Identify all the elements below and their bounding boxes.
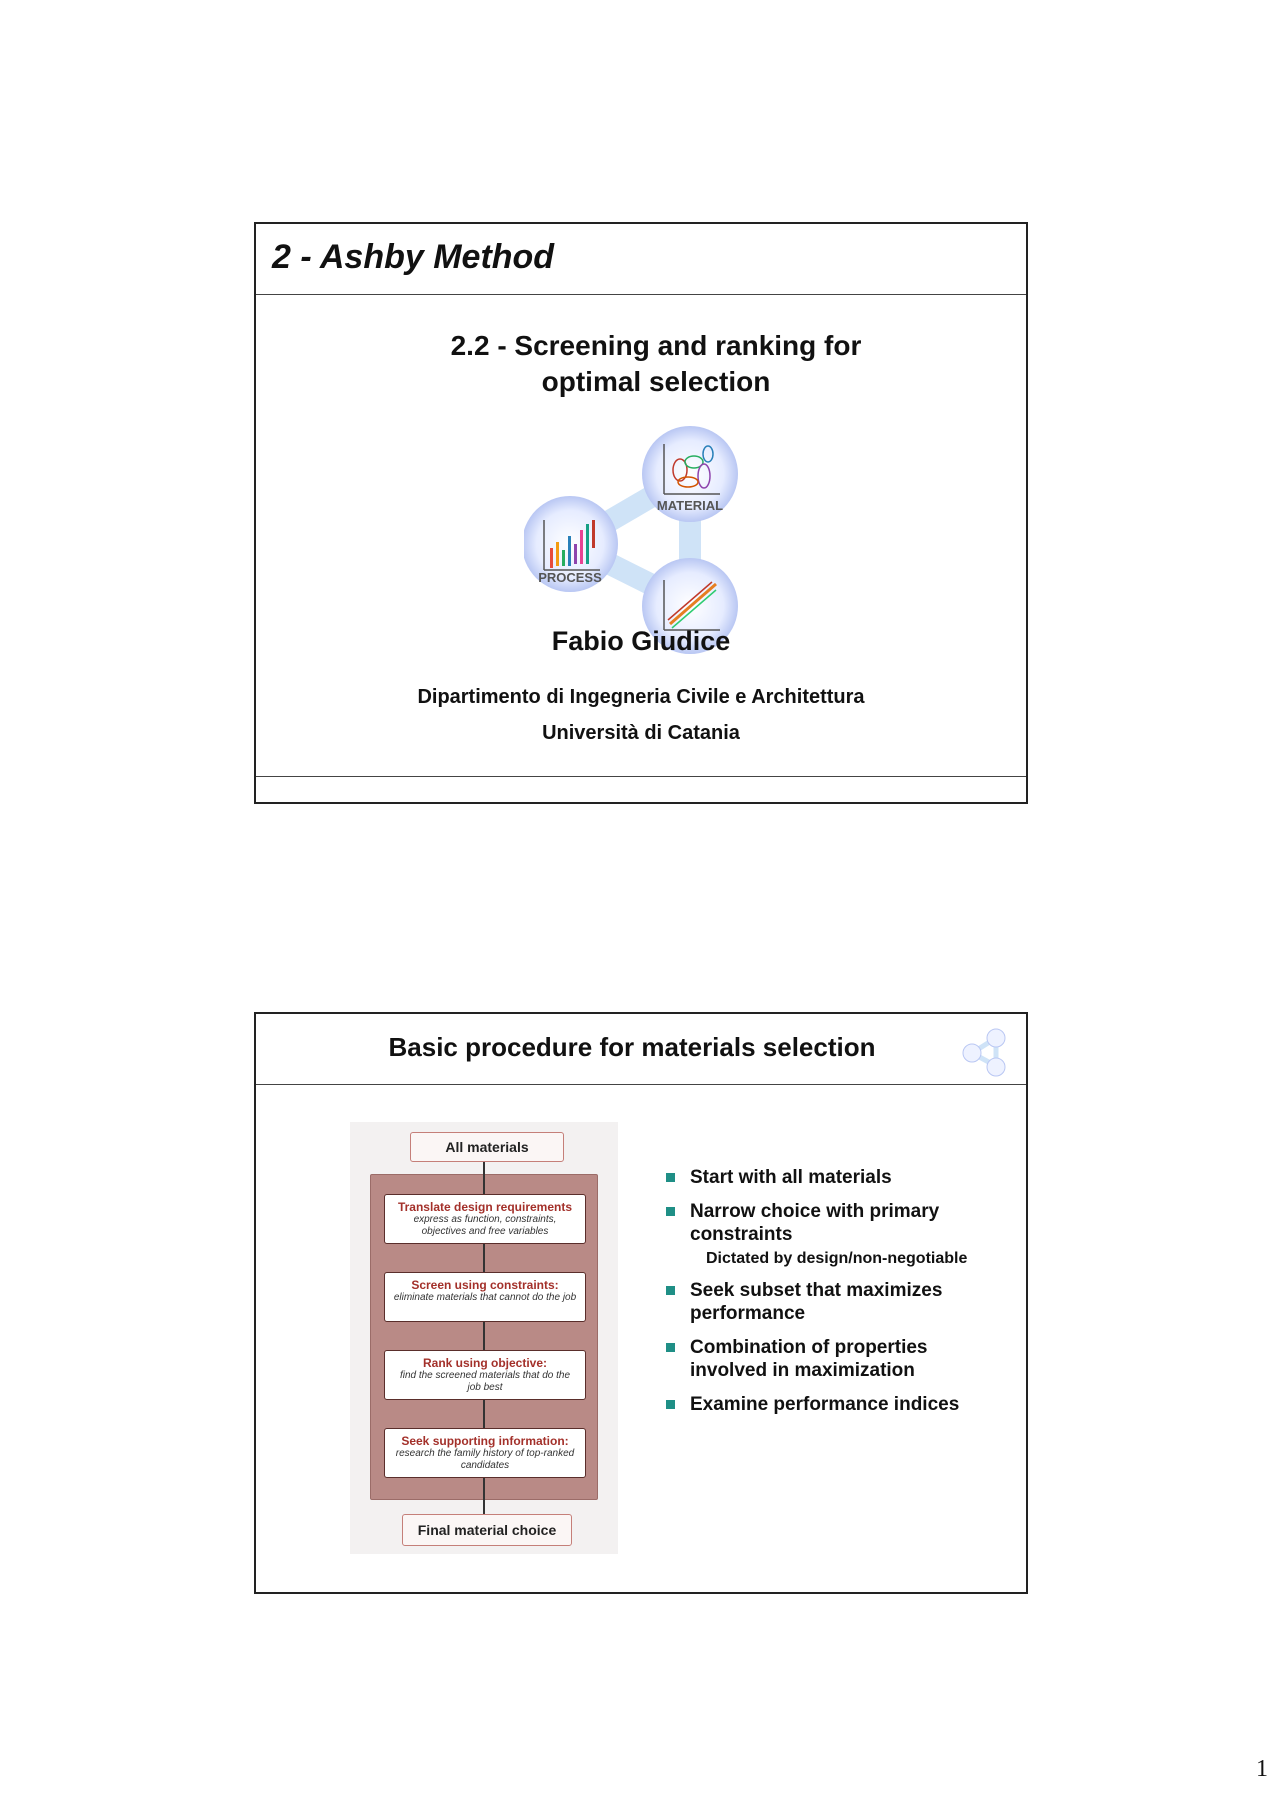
procedure-bullet-list <box>666 1166 1006 1427</box>
bullet-square-icon <box>666 1207 675 1216</box>
slide-header <box>256 224 1026 295</box>
bullet-text: Start with all materials <box>690 1167 892 1188</box>
flow-step-heading: Translate design requirements <box>397 1200 573 1214</box>
slide-subtitle <box>256 328 1026 400</box>
bullet-square-icon <box>666 1173 675 1182</box>
flow-step-rank <box>384 1350 586 1400</box>
material-process-mini-logo-icon <box>960 1028 1010 1078</box>
list-item <box>666 1166 1006 1189</box>
list-item <box>666 1200 1006 1246</box>
logo-process-label: PROCESS <box>538 570 602 585</box>
bullet-text: Seek subset that maximizes performance <box>690 1280 943 1324</box>
bullet-text: Dictated by design/non-negotiable <box>706 1250 968 1267</box>
title-slide <box>254 222 1028 804</box>
flow-step-translate <box>384 1194 586 1244</box>
selection-flowchart <box>350 1122 618 1554</box>
procedure-slide <box>254 1012 1028 1594</box>
bullet-text: Narrow choice with primary constraints <box>690 1201 940 1245</box>
flow-step-text: find the screened materials that do the job best <box>399 1370 571 1393</box>
flow-start-box: All materials <box>410 1132 564 1162</box>
department-name: Dipartimento di Ingegneria Civile e Architettura <box>417 686 865 708</box>
subtitle-line-2: optimal selection <box>541 366 771 397</box>
list-subitem <box>666 1247 1006 1270</box>
flow-step-heading: Rank using objective: <box>422 1356 548 1370</box>
bullet-text: Combination of properties involved in maximization <box>690 1337 928 1381</box>
list-item <box>666 1336 1006 1382</box>
author-name: Fabio Giudice <box>551 626 731 656</box>
flow-step-heading: Screen using constraints: <box>411 1278 559 1292</box>
university-name: Università di Catania <box>542 722 740 744</box>
bullet-square-icon <box>666 1400 675 1409</box>
slide-title: Basic procedure for materials selection <box>388 1032 876 1062</box>
page-number: 1 <box>1256 1756 1268 1782</box>
flow-step-heading: Seek supporting information: <box>401 1434 569 1448</box>
list-item <box>666 1393 1006 1416</box>
flow-step-text: eliminate materials that cannot do the job <box>393 1292 577 1303</box>
bullet-text: Examine performance indices <box>690 1394 960 1415</box>
slide-header <box>256 1014 1026 1085</box>
subtitle-line-1: 2.2 - Screening and ranking for <box>450 330 862 361</box>
flow-step-seek <box>384 1428 586 1478</box>
bullet-square-icon <box>666 1286 675 1295</box>
logo-material-label: MATERIAL <box>656 498 724 513</box>
slide-header-title: 2 - Ashby Method <box>272 238 555 276</box>
material-process-logo-icon <box>524 424 746 656</box>
bullet-square-icon <box>666 1343 675 1352</box>
flow-end-box: Final material choice <box>402 1514 572 1546</box>
flow-step-text: research the family history of top-ranked candidates <box>395 1448 575 1471</box>
flow-step-text: express as function, constraints, objectives and free variables <box>413 1214 557 1237</box>
footer-divider <box>256 776 1026 777</box>
flow-step-screen <box>384 1272 586 1322</box>
list-item <box>666 1279 1006 1325</box>
